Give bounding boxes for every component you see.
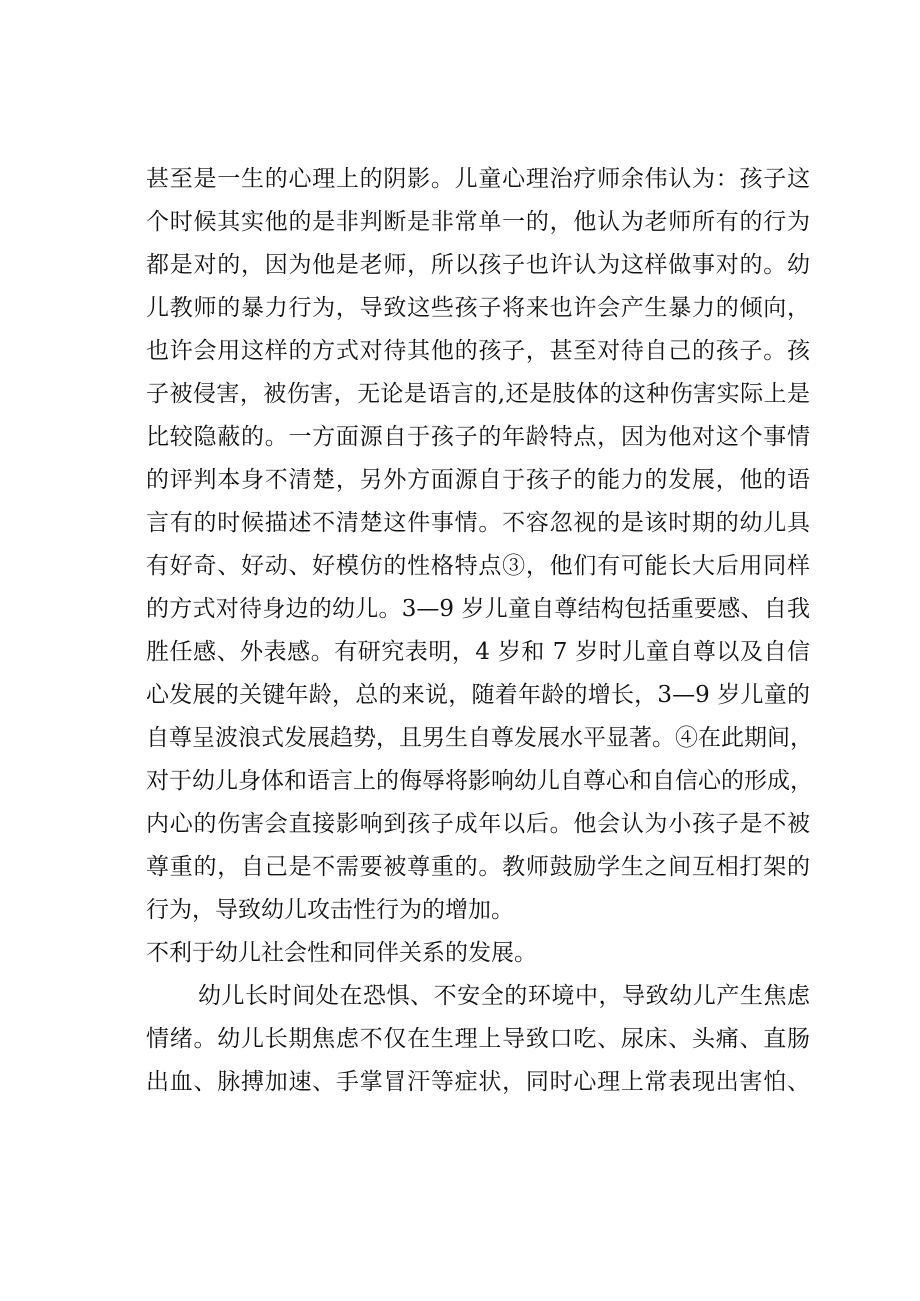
text-line: 行为，导致幼儿攻击性行为的增加。 bbox=[146, 897, 514, 923]
text-line: 幼儿长时间处在恐惧、不安全的环境中，导致幼儿产生焦虑 bbox=[198, 983, 810, 1009]
text-line: 都是对的，因为他是老师，所以孩子也许认为这样做事对的。幼 bbox=[146, 252, 810, 278]
text-line: 对于幼儿身体和语言上的侮辱将影响幼儿自尊心和自信心的形成， bbox=[146, 768, 813, 794]
text-line: 胜任感、外表感。有研究表明，4 岁和 7 岁时儿童自尊以及自信 bbox=[146, 639, 810, 665]
text-line: 个时候其实他的是非判断是非常单一的，他认为老师所有的行为 bbox=[146, 209, 810, 235]
text-line: 情绪。幼儿长期焦虑不仅在生理上导致口吃、尿床、头痛、直肠 bbox=[146, 1026, 810, 1052]
text-line: 尊重的，自己是不需要被尊重的。教师鼓励学生之间互相打架的 bbox=[146, 854, 810, 880]
text-line: 子被侵害，被伤害，无论是语言的,还是肢体的这种伤害实际上是 bbox=[146, 381, 810, 407]
text-line: 自尊呈波浪式发展趋势，且男生自尊发展水平显著。④在此期间， bbox=[146, 725, 813, 751]
text-line: 内心的伤害会直接影响到孩子成年以后。他会认为小孩子是不被 bbox=[146, 811, 810, 837]
text-line: 的评判本身不清楚，另外方面源自于孩子的能力的发展，他的语 bbox=[146, 467, 810, 493]
text-line: 儿教师的暴力行为，导致这些孩子将来也许会产生暴力的倾向， bbox=[146, 295, 810, 321]
text-line: 出血、脉搏加速、手掌冒汗等症状，同时心理上常表现出害怕、 bbox=[146, 1069, 810, 1095]
text-line: 的方式对待身边的幼儿。3—9 岁儿童自尊结构包括重要感、自我 bbox=[146, 596, 810, 622]
text-line: 言有的时候描述不清楚这件事情。不容忽视的是该时期的幼儿具 bbox=[146, 510, 810, 536]
text-line: 也许会用这样的方式对待其他的孩子，甚至对待自己的孩子。孩 bbox=[146, 338, 810, 364]
text-line: 有好奇、好动、好模仿的性格特点③，他们有可能长大后用同样 bbox=[146, 553, 810, 579]
text-line: 不利于幼儿社会性和同伴关系的发展。 bbox=[146, 940, 537, 966]
text-line: 甚至是一生的心理上的阴影。儿童心理治疗师余伟认为：孩子这 bbox=[146, 166, 810, 192]
body-text bbox=[146, 158, 813, 1104]
text-line: 心发展的关键年龄，总的来说，随着年龄的增长，3—9 岁儿童的 bbox=[146, 682, 810, 708]
text-line: 比较隐蔽的。一方面源自于孩子的年龄特点，因为他对这个事情 bbox=[146, 424, 810, 450]
